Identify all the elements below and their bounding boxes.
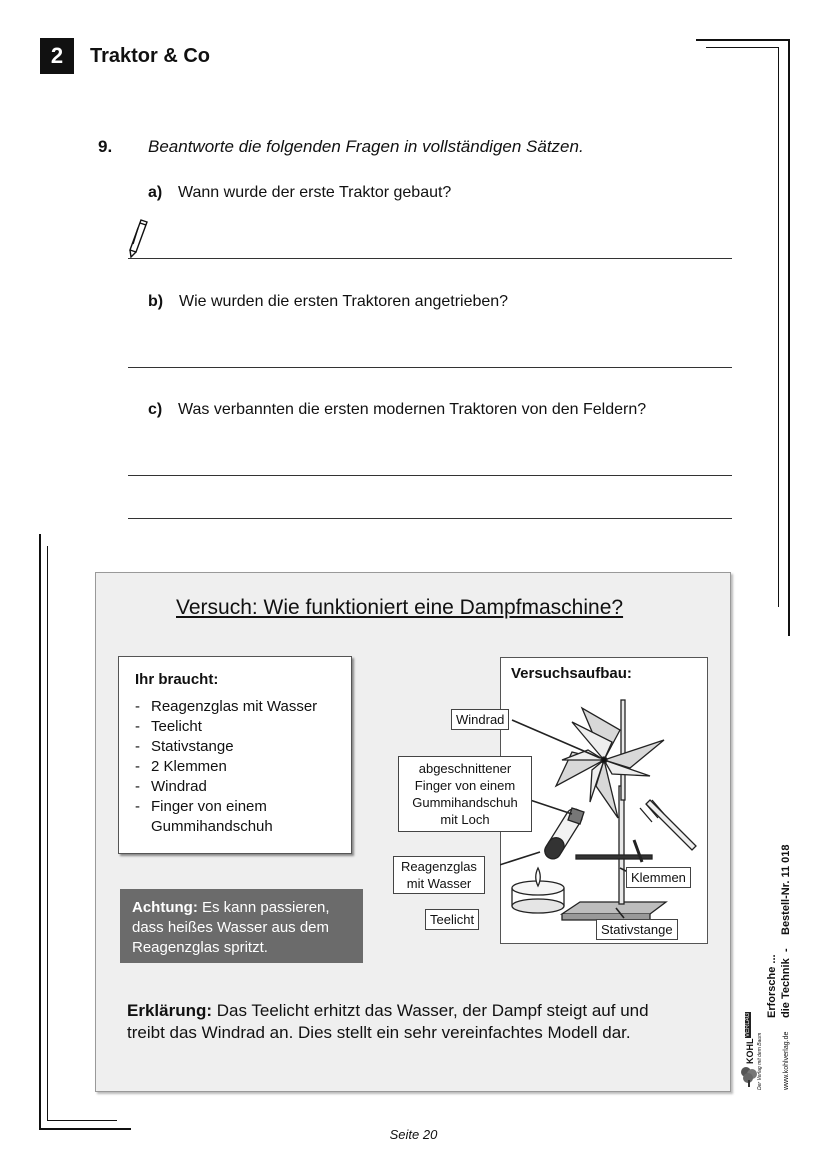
explanation — [127, 1000, 687, 1044]
pencil-icon — [128, 218, 150, 258]
order-number: Bestell-Nr. 11 018 — [780, 844, 792, 935]
materials-heading: Ihr braucht: — [135, 671, 219, 688]
warning-label: Achtung: — [132, 899, 198, 916]
answer-line-c2[interactable] — [128, 518, 732, 519]
series-line2: die Technik — [780, 958, 792, 1018]
tree-logo-icon — [740, 1064, 758, 1088]
list-item: - Finger von einem Gummihandschuh — [135, 797, 351, 837]
label-finger-line2: Finger von einem — [414, 778, 516, 793]
label-reagenzglas-line1: Reagenzglas — [401, 859, 477, 874]
question-c-text: Was verbannten die ersten modernen Traktoren von den Feldern? — [178, 401, 647, 418]
question-b-letter: b) — [148, 293, 164, 310]
label-finger-line1: abgeschnittener — [418, 761, 512, 776]
label-finger-line4: mit Loch — [440, 812, 490, 827]
question-a-text: Wann wurde der erste Traktor gebaut? — [178, 184, 452, 201]
label-klemmen: Klemmen — [626, 867, 691, 888]
frame-line-right-outer — [788, 39, 790, 636]
answer-line-a[interactable] — [128, 258, 732, 259]
list-item: - Windrad — [135, 777, 351, 797]
list-item: - 2 Klemmen — [135, 757, 351, 777]
warning-text: Es kann passieren, dass heißes Wasser aus dem Reagenzglas spritzt. — [132, 899, 330, 956]
label-finger-line3: Gummihandschuh — [412, 795, 518, 810]
publisher-tag: VERLAG — [745, 1012, 751, 1037]
question-a-letter: a) — [148, 184, 163, 201]
side-separator: - — [780, 948, 792, 952]
label-reagenzglas-line2: mit Wasser — [406, 876, 472, 891]
label-stativstange: Stativstange — [596, 919, 678, 940]
frame-line-bottom-inner — [47, 1120, 117, 1121]
frame-line-top-inner — [706, 47, 779, 48]
frame-line-left-outer — [39, 534, 41, 1130]
question-b-text: Wie wurden die ersten Traktoren angetrieben? — [179, 293, 509, 310]
frame-line-right-inner — [778, 47, 779, 607]
page-number: Seite 20 — [389, 1127, 438, 1142]
label-teelicht: Teelicht — [425, 909, 479, 930]
task-instruction: Beantworte die folgenden Fragen in vollständigen Sätzen. — [148, 137, 584, 156]
question-c-letter: c) — [148, 401, 163, 418]
chapter-number-badge: 2 — [40, 38, 74, 74]
publisher-website: www.kohlverlag.de — [783, 1031, 790, 1090]
list-item: - Reagenzglas mit Wasser — [135, 697, 351, 717]
task-number: 9. — [98, 137, 113, 156]
label-windrad: Windrad — [451, 709, 509, 730]
label-finger — [398, 756, 532, 832]
setup-heading: Versuchsaufbau: — [511, 665, 632, 682]
explanation-text: Das Teelicht erhitzt das Wasser, der Dampf steigt auf und treibt das Windrad an. Dies stellt ein sehr vereinfachtes Modell dar. — [127, 1001, 649, 1042]
materials-box — [118, 656, 352, 854]
chapter-title: Traktor & Co — [90, 45, 211, 67]
publisher-name: KOHL — [745, 1038, 755, 1064]
list-item: - Teelicht — [135, 717, 351, 737]
frame-line-left-inner — [47, 546, 48, 1120]
experiment-title: Versuch: Wie funktioniert eine Dampfmaschine? — [176, 596, 624, 619]
explanation-label: Erklärung: — [127, 1001, 213, 1020]
list-item: - Stativstange — [135, 737, 351, 757]
publisher-slogan: Der Verlag mit dem Baum — [757, 1032, 763, 1090]
frame-line-top-outer — [696, 39, 790, 41]
answer-line-b[interactable] — [128, 367, 732, 368]
answer-line-c1[interactable] — [128, 475, 732, 476]
warning-box — [120, 889, 363, 963]
materials-list — [135, 697, 351, 837]
label-reagenzglas — [393, 856, 485, 894]
series-line1: Erforsche ... — [766, 954, 778, 1018]
